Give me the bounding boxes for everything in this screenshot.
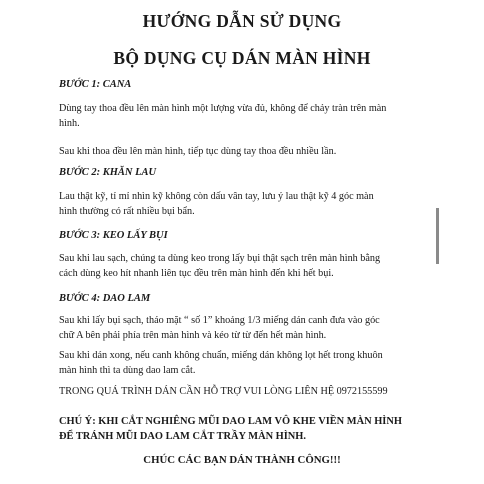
scrollbar[interactable] (436, 208, 439, 264)
step-paragraph: Sau khi thoa đều lên màn hình, tiếp tục dùng tay thoa đều nhiều lần. (59, 146, 337, 157)
page-subtitle: BỘ DỤNG CỤ DÁN MÀN HÌNH (113, 48, 371, 68)
step-heading: BƯỚC 2: KHĂN LAU (59, 167, 157, 178)
step-heading: BƯỚC 3: KEO LẤY BỤI (59, 230, 168, 241)
step-paragraph: Lau thật kỹ, tỉ mỉ nhìn kỹ không còn dấu vân tay, lưu ý lau thật kỹ 4 góc màn hình thường có rất nhiều bụi bẩn. (59, 191, 374, 217)
closing-message: CHÚC CÁC BẠN DÁN THÀNH CÔNG!!! (143, 454, 341, 466)
warning-note: CHÚ Ý: KHI CẮT NGHIÊNG MŨI DAO LAM VÔ KHE VIỀN MÀN HÌNH ĐỂ TRÁNH MŨI DAO LAM CẮT TRẦY MÀN HÌNH. (59, 416, 402, 442)
step-paragraph: Sau khi lấy bụi sạch, tháo mặt “ số 1” khoảng 1/3 miếng dán canh đưa vào góc chữ A bên phải phía trên màn hình và kéo từ từ đến hết màn hình. (59, 315, 380, 341)
step-paragraph: Sau khi lau sạch, chúng ta dùng keo trong lấy bụi thật sạch trên màn hình bằng cách dùng keo hít nhanh liên tục đều trên màn hình đến khi hết bụi. (59, 253, 381, 279)
step-paragraph: Dùng tay thoa đều lên màn hình một lượng vừa đủ, không để chảy tràn trên màn hình. (59, 103, 387, 129)
step-heading: BƯỚC 4: DAO LAM (59, 293, 151, 304)
contact-line: TRONG QUÁ TRÌNH DÁN CẦN HỖ TRỢ VUI LÒNG LIÊN HỆ 0972155599 (59, 386, 388, 397)
step-paragraph: Sau khi dán xong, nếu canh không chuẩn, miếng dán không lọt hết trong khuôn màn hình thì ta dùng dao lam cắt. (59, 350, 383, 376)
step-heading: BƯỚC 1: CANA (59, 79, 132, 90)
page-title: HƯỚNG DẪN SỬ DỤNG (142, 11, 342, 31)
